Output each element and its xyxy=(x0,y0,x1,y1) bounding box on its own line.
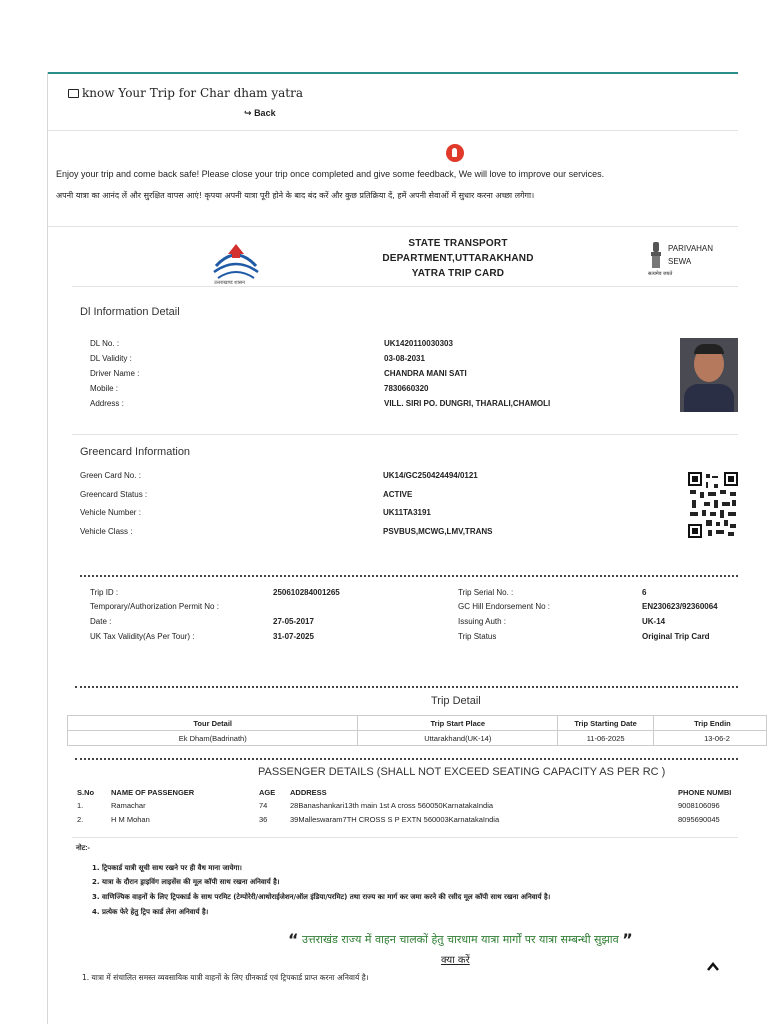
dl-section-title: Dl Information Detail xyxy=(80,306,180,318)
vehicle-class-label: Vehicle Class : xyxy=(80,527,133,536)
divider xyxy=(48,226,738,227)
passenger-cell: Ramachar xyxy=(111,801,146,810)
dl-no-value: UK1420110030303 xyxy=(384,339,453,348)
parivahan-logo xyxy=(648,240,718,284)
note-item: 2. यात्रा के दौरान ड्राइविंग लाइसेंस की मूल कॉपी साथ रखना अनिवार्य है। xyxy=(92,878,280,886)
trip-id-value: 250610284001265 xyxy=(273,588,340,597)
table-header-row xyxy=(68,716,767,731)
vehicle-number-label: Vehicle Number : xyxy=(80,508,141,517)
trip-detail-title: Trip Detail xyxy=(431,695,481,707)
dl-no-label: DL No. : xyxy=(90,339,120,348)
table-header-cell: Trip Endin xyxy=(654,716,767,731)
passenger-cell: 2. xyxy=(77,815,84,824)
green-card-no-label: Green Card No. : xyxy=(80,471,141,480)
divider xyxy=(48,130,738,131)
message-hindi: अपनी यात्रा का आनंद लें और सुरक्षित वापस आएं! कृपया अपनी यात्रा पूरी होने के बाद बंद करें और कुछ प्रतिक्रिया दें, हमें अपनी सेवाओं में सुधार करना अच्छा लगेगा। xyxy=(56,191,535,200)
greencard-status-value: ACTIVE xyxy=(383,490,413,499)
address-value: VILL. SIRI PO. DUNGRI, THARALI,CHAMOLI xyxy=(384,399,551,408)
note-item: 4. प्रत्येक फेरे हेतु ट्रिप कार्ड लेना अनिवार्य है। xyxy=(92,908,209,916)
trip-id-label: Trip ID : xyxy=(90,588,119,597)
suggestion-text: उत्तराखंड राज्य में वाहन चालकों हेतु चारधाम यात्रा मार्गों पर यात्रा सम्बन्धी सुझाव xyxy=(302,933,619,946)
passenger-cell: 39Malleswaram7TH CROSS S P EXTN 560003KarnatakaIndia xyxy=(290,815,500,824)
table-header-cell: Tour Detail xyxy=(68,716,358,731)
page-title-text: know Your Trip for Char dham yatra xyxy=(82,86,304,100)
note-item: 3. वाणिज्यिक वाहनों के लिए ट्रिपकार्ड के साथ परमिट (टेम्पोरेरी/आथोराईजेशन/ऑल इंडिया/परमिट) तथा राज्य का मार्ग कर जमा करने की रसीद मूल कॉपी साथ रखना अनिवार्य है। xyxy=(92,893,551,901)
passenger-cell: 9008106096 xyxy=(678,801,720,810)
table-cell: 11-06-2025 xyxy=(558,731,654,746)
gc-endorsement-value: EN230623/92360064 xyxy=(642,602,718,611)
back-link[interactable] xyxy=(244,108,276,119)
divider xyxy=(72,286,738,287)
dl-validity-value: 03-08-2031 xyxy=(384,354,425,363)
table-header-cell: Trip Starting Date xyxy=(558,716,654,731)
table-cell: 13-06-2 xyxy=(654,731,767,746)
dotted-divider xyxy=(80,575,738,577)
issuing-auth-value: UK-14 xyxy=(642,617,666,626)
dept-line-2: DEPARTMENT,UTTARAKHAND xyxy=(382,253,534,264)
dept-line-3: YATRA TRIP CARD xyxy=(411,268,505,279)
dotted-divider xyxy=(75,758,738,760)
trip-status-value: Original Trip Card xyxy=(642,632,710,641)
emblem-caption: उत्तराखण्ड शासन xyxy=(214,280,245,286)
trip-card-page xyxy=(47,72,768,1024)
printer-icon[interactable] xyxy=(68,89,79,98)
message-english: Enjoy your trip and come back safe! Please close your trip once completed and give some feedback, We will love to improve our services. xyxy=(56,169,605,179)
scroll-top-icon[interactable] xyxy=(706,960,720,974)
trip-detail-table xyxy=(67,715,767,746)
passenger-header-address: ADDRESS xyxy=(290,788,327,797)
qr-code-icon xyxy=(688,472,738,538)
passenger-cell: 74 xyxy=(259,801,268,810)
top-accent-line xyxy=(48,72,738,74)
suggestion-item: 1. यात्रा में संचालित समस्त व्यवसायिक यात्री वाहनों के लिए ग्रीनकार्ड एवं ट्रिपकार्ड प्राप्त करना अनिवार्य है। xyxy=(82,973,369,982)
dl-validity-label: DL Validity : xyxy=(90,354,132,363)
what-to-do-heading: क्या करें xyxy=(441,955,470,966)
quote-open-icon: “ xyxy=(288,930,299,949)
table-row xyxy=(68,731,767,746)
greencard-section-title: Greencard Information xyxy=(80,446,191,458)
passenger-cell: 36 xyxy=(259,815,268,824)
trip-status-label: Trip Status xyxy=(458,632,497,641)
mobile-value: 7830660320 xyxy=(384,384,429,393)
page-title xyxy=(68,86,303,100)
passenger-cell: 28Banashankari13th main 1st A cross 560050KarnatakaIndia xyxy=(290,801,494,810)
green-card-no-value: UK14/GC250424494/0121 xyxy=(383,471,478,480)
gc-endorsement-label: GC Hill Endorsement No : xyxy=(458,602,551,611)
divider xyxy=(72,837,738,838)
trip-serial-label: Trip Serial No. : xyxy=(458,588,514,597)
dotted-divider xyxy=(75,686,738,688)
permit-no-label: Temporary/Authorization Permit No : xyxy=(90,602,219,611)
sewa-text: SEWA xyxy=(668,257,692,266)
satyamev-text: सत्यमेव जयते xyxy=(648,271,673,277)
passenger-header-sno: S.No xyxy=(77,788,95,797)
note-item: 1. ट्रिपकार्ड यात्री सूची साथ रखने पर ही वैध माना जायेगा। xyxy=(92,864,242,872)
trip-serial-value: 6 xyxy=(642,588,647,597)
driver-name-value: CHANDRA MANI SATI xyxy=(384,369,467,378)
parivahan-text: PARIVAHAN xyxy=(668,244,714,253)
divider xyxy=(72,434,738,435)
passenger-cell: 8095690045 xyxy=(678,815,720,824)
greencard-status-label: Greencard Status : xyxy=(80,490,148,499)
mobile-label: Mobile : xyxy=(90,384,119,393)
driver-photo xyxy=(680,338,738,412)
note-title: नोट:- xyxy=(76,845,90,852)
vehicle-number-value: UK11TA3191 xyxy=(383,508,431,517)
dept-line-1: STATE TRANSPORT xyxy=(408,238,508,249)
suggestion-heading xyxy=(288,930,633,949)
date-value: 27-05-2017 xyxy=(273,617,314,626)
department-heading xyxy=(348,236,568,281)
feedback-hand-icon[interactable] xyxy=(446,144,464,162)
passenger-header-phone: PHONE NUMBI xyxy=(678,788,732,797)
address-label: Address : xyxy=(90,399,124,408)
tax-validity-value: 31-07-2025 xyxy=(273,632,314,641)
quote-close-icon: ” xyxy=(622,930,633,949)
table-cell: Ek Dham(Badrinath) xyxy=(68,731,358,746)
issuing-auth-label: Issuing Auth : xyxy=(458,617,507,626)
passenger-cell: H M Mohan xyxy=(111,815,150,824)
table-cell: Uttarakhand(UK-14) xyxy=(358,731,558,746)
vehicle-class-value: PSVBUS,MCWG,LMV,TRANS xyxy=(383,527,493,536)
sign-out-icon: ↪ xyxy=(244,108,252,118)
ashoka-emblem-icon xyxy=(648,240,664,270)
passenger-header-name: NAME OF PASSENGER xyxy=(111,788,195,797)
back-label: Back xyxy=(254,108,276,118)
driver-name-label: Driver Name : xyxy=(90,369,140,378)
table-header-cell: Trip Start Place xyxy=(358,716,558,731)
date-label: Date : xyxy=(90,617,112,626)
passenger-header-age: AGE xyxy=(259,788,276,797)
passenger-cell: 1. xyxy=(77,801,84,810)
passenger-section-title: PASSENGER DETAILS (SHALL NOT EXCEED SEATING CAPACITY AS PER RC ) xyxy=(258,766,666,778)
tax-validity-label: UK Tax Validity(As Per Tour) : xyxy=(90,632,195,641)
